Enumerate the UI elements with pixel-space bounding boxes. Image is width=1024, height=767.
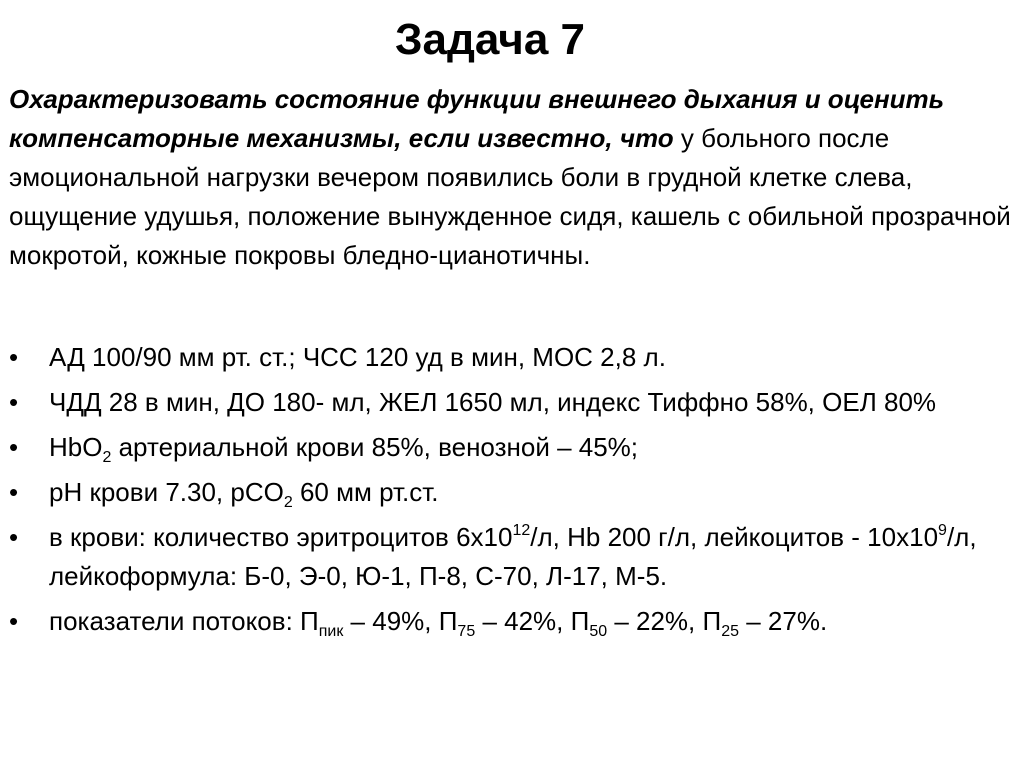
slide-title: Задача 7 <box>394 15 586 64</box>
list-item-text-part: 60 мм рт.ст. <box>292 477 439 507</box>
subscript: 2 <box>283 494 293 511</box>
list-item-blood-count <box>9 518 1014 596</box>
subscript: пик <box>318 623 344 640</box>
list-item-hemodynamics <box>9 338 1014 377</box>
bullet-icon: • <box>9 606 19 636</box>
superscript: 12 <box>512 522 531 539</box>
list-item-text-part: – 27%. <box>739 606 828 636</box>
list-item-text-part: – 22%, П <box>607 606 722 636</box>
bullet-icon: • <box>9 522 19 552</box>
task-description <box>9 80 1014 275</box>
list-item-text-part: /л, лейкоформула: Б-0, Э-0, Ю-1, П-8, С-70, Л-17, М-5. <box>49 522 977 591</box>
bullet-icon: • <box>9 477 19 507</box>
list-item-text-part: pH крови 7.30, pCO <box>49 477 284 507</box>
list-item-text-part: артериальной крови 85%, венозной – 45%; <box>111 432 639 462</box>
subscript: 25 <box>721 623 739 640</box>
list-item-text-part: в крови: количество эритроцитов 6х10 <box>49 522 513 552</box>
bullet-icon: • <box>9 387 19 417</box>
list-item-text-part: – 49%, П <box>343 606 458 636</box>
superscript: 9 <box>938 522 947 539</box>
list-item-text: АД 100/90 мм рт. ст.; ЧСС 120 уд в мин, МОС 2,8 л. <box>49 342 666 372</box>
bullet-icon: • <box>9 432 19 462</box>
bullet-icon: • <box>9 342 19 372</box>
list-item-blood-gas <box>9 473 1014 512</box>
subscript: 50 <box>589 623 608 640</box>
list-item-text-part: /л, Hb 200 г/л, лейкоцитов - 10х10 <box>530 522 939 552</box>
subscript: 75 <box>457 623 476 640</box>
list-item-flow-rates <box>9 602 1014 641</box>
list-item-text-part: HbO <box>49 432 103 462</box>
list-item-oxyhemoglobin <box>9 428 1014 467</box>
subscript: 2 <box>102 449 112 466</box>
findings-list <box>9 338 1014 647</box>
list-item-text-part: показатели потоков: П <box>49 606 319 636</box>
list-item-text: ЧДД 28 в мин, ДО 180- мл, ЖЕЛ 1650 мл, индекс Тиффно 58%, ОЕЛ 80% <box>49 387 937 417</box>
list-item-text-part: – 42%, П <box>475 606 590 636</box>
task-instruction: Охарактеризовать состояние функции внешнего дыхания и оценить компенсаторные механизмы, если известно, что <box>9 84 945 153</box>
task-case-text: у больного после эмоциональной нагрузки вечером появились боли в грудной клетке слева, ощущение удушья, положение вынужденное сидя, кашель с обильной прозрачной мокротой, кожные покровы бледно-цианотичны. <box>9 123 1011 270</box>
list-item-spirometry <box>9 383 1014 422</box>
